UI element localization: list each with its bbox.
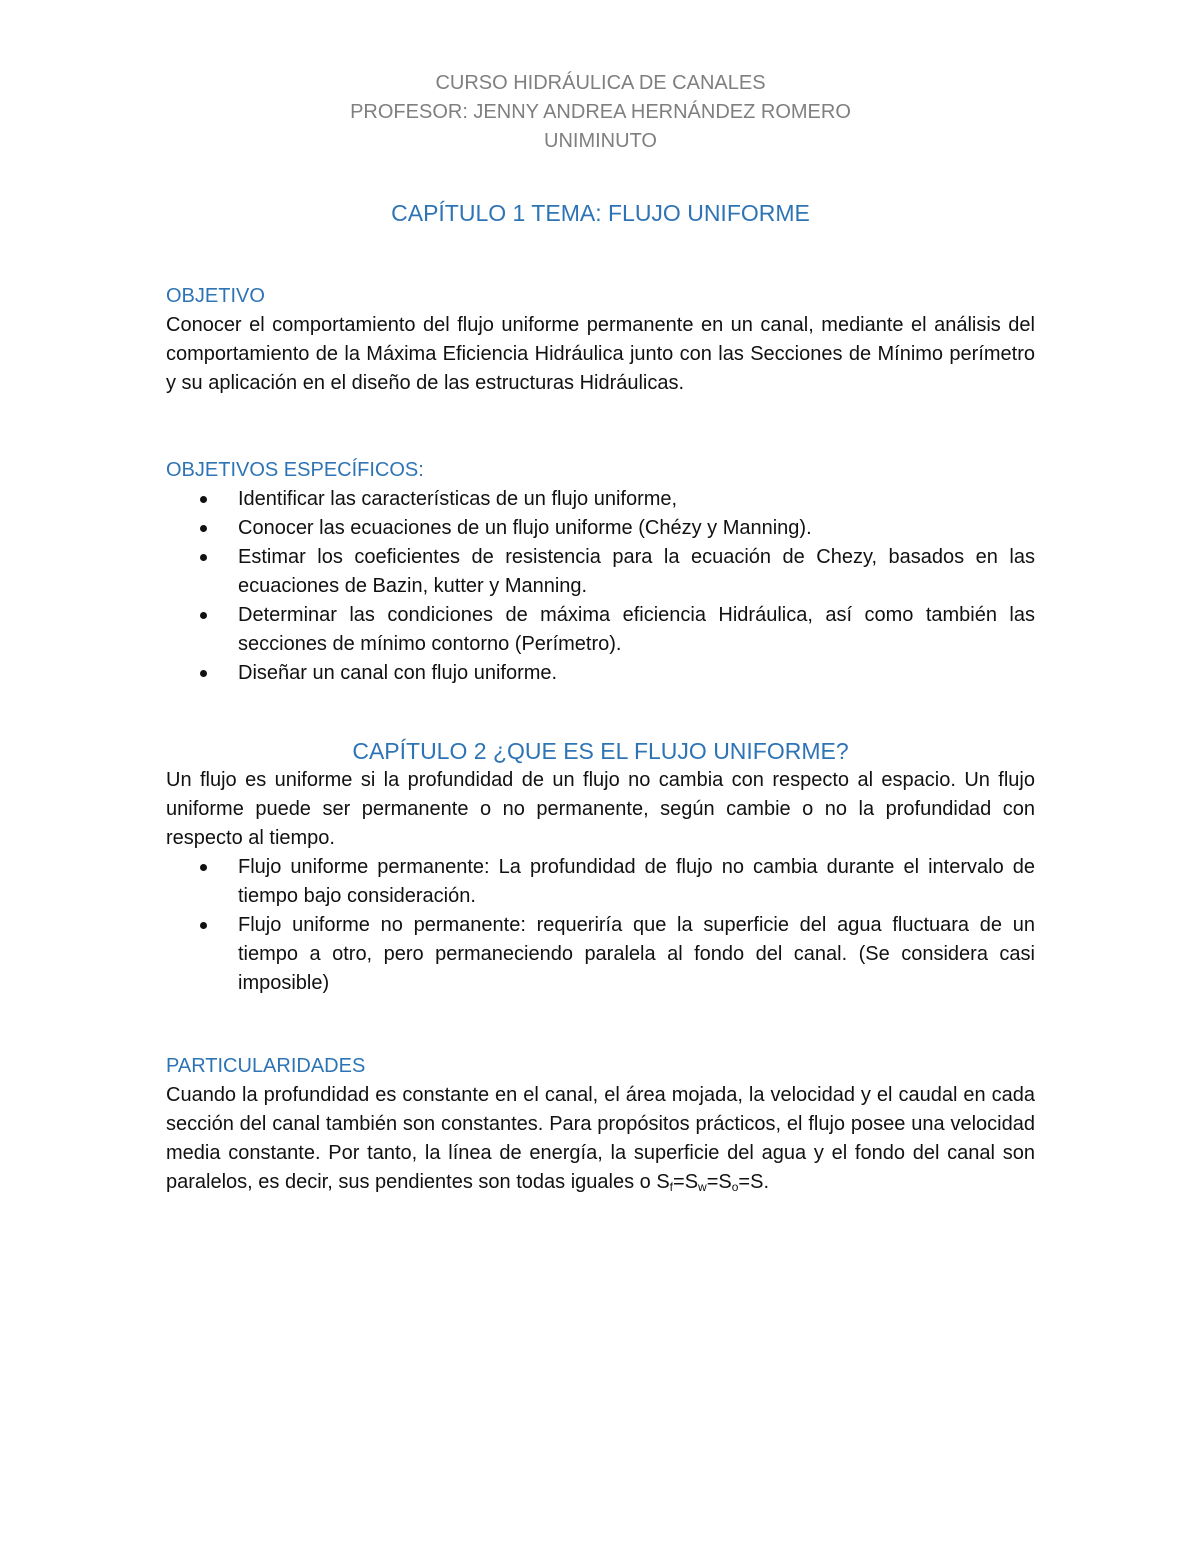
formula-symbol: S	[750, 1171, 764, 1193]
chapter-1-title: CAPÍTULO 1 TEMA: FLUJO UNIFORME	[391, 200, 810, 226]
formula-symbol: S	[718, 1171, 732, 1193]
formula-equals: =	[706, 1171, 719, 1193]
formula-subscript: w	[698, 1180, 707, 1194]
particularidades-paragraph	[166, 1081, 1035, 1197]
list-item	[238, 853, 1035, 911]
list-item-text: Diseñar un canal con flujo uniforme.	[238, 662, 558, 684]
professor-name: PROFESOR: JENNY ANDREA HERNÁNDEZ ROMERO	[350, 101, 851, 123]
bullet-icon	[200, 612, 207, 619]
list-item	[238, 601, 1035, 659]
list-item-text: Estimar los coeficientes de resistencia para la ecuación de Chezy, basados en las ecuaciones de Bazin, kutter y Manning.	[238, 546, 1035, 597]
bullet-icon	[200, 525, 207, 532]
chapter-2-title: CAPÍTULO 2 ¿QUE ES EL FLUJO UNIFORME?	[352, 738, 849, 764]
formula-equals: =	[673, 1171, 685, 1193]
list-item-text: Identificar las características de un flujo uniforme,	[238, 488, 678, 510]
list-item	[238, 659, 1035, 688]
tipos-flujo-list	[166, 853, 1035, 998]
flujo-uniforme-paragraph: Un flujo es uniforme si la profundidad de un flujo no cambia con respecto al espacio. Un flujo uniforme puede ser permanente o no permanente, según cambie o no la profundidad con respecto al tiempo.	[166, 769, 1035, 849]
formula-period: .	[763, 1171, 770, 1193]
objetivo-paragraph: Conocer el comportamiento del flujo uniforme permanente en un canal, mediante el análisis del comportamiento de la Máxima Eficiencia Hidráulica junto con las Secciones de Mínimo perímetro y su aplicación en el diseño de las estructuras Hidráulicas.	[166, 314, 1035, 394]
particularidades-text: Cuando la profundidad es constante en el canal, el área mojada, la velocidad y el caudal en cada sección del canal también son constantes. Para propósitos prácticos, el flujo posee una velocidad media constante. Por tanto, la línea de energía, la superficie del agua y el fondo del canal son paralelos, es decir, sus pendientes son todas iguales o	[166, 1084, 1035, 1193]
objetivos-especificos-heading: OBJETIVOS ESPECÍFICOS:	[166, 459, 424, 481]
formula-subscript: f	[669, 1180, 673, 1194]
list-item-text: Flujo uniforme permanente: La profundidad de flujo no cambia durante el intervalo de tiempo bajo consideración.	[238, 856, 1035, 907]
list-item	[238, 911, 1035, 998]
formula-symbol: S	[684, 1171, 699, 1193]
formula-equals: =	[738, 1171, 751, 1193]
list-item-text: Conocer las ecuaciones de un flujo uniforme (Chézy y Manning).	[238, 517, 812, 539]
particularidades-heading: PARTICULARIDADES	[166, 1055, 366, 1077]
institution-name: UNIMINUTO	[544, 130, 657, 152]
list-item-text: Determinar las condiciones de máxima eficiencia Hidráulica, así como también las secciones de mínimo contorno (Perímetro).	[238, 604, 1035, 655]
list-item-text: Flujo uniforme no permanente: requeriría que la superficie del agua fluctuara de un tiempo a otro, pero permaneciendo paralela al fondo del canal. (Se considera casi imposible)	[238, 914, 1035, 994]
bullet-icon	[200, 864, 207, 871]
bullet-icon	[200, 554, 207, 561]
bullet-icon	[200, 922, 207, 929]
course-title: CURSO HIDRÁULICA DE CANALES	[435, 72, 766, 94]
formula-symbol: S	[656, 1171, 670, 1193]
list-item	[238, 543, 1035, 601]
course-header	[166, 0, 1035, 156]
formula-subscript: o	[731, 1180, 739, 1194]
bullet-icon	[200, 496, 207, 503]
list-item	[238, 514, 1035, 543]
list-item	[238, 485, 1035, 514]
objetivos-especificos-list	[166, 485, 1035, 688]
objetivo-heading: OBJETIVO	[166, 285, 265, 307]
slope-formula	[656, 1171, 769, 1193]
bullet-icon	[200, 670, 207, 677]
